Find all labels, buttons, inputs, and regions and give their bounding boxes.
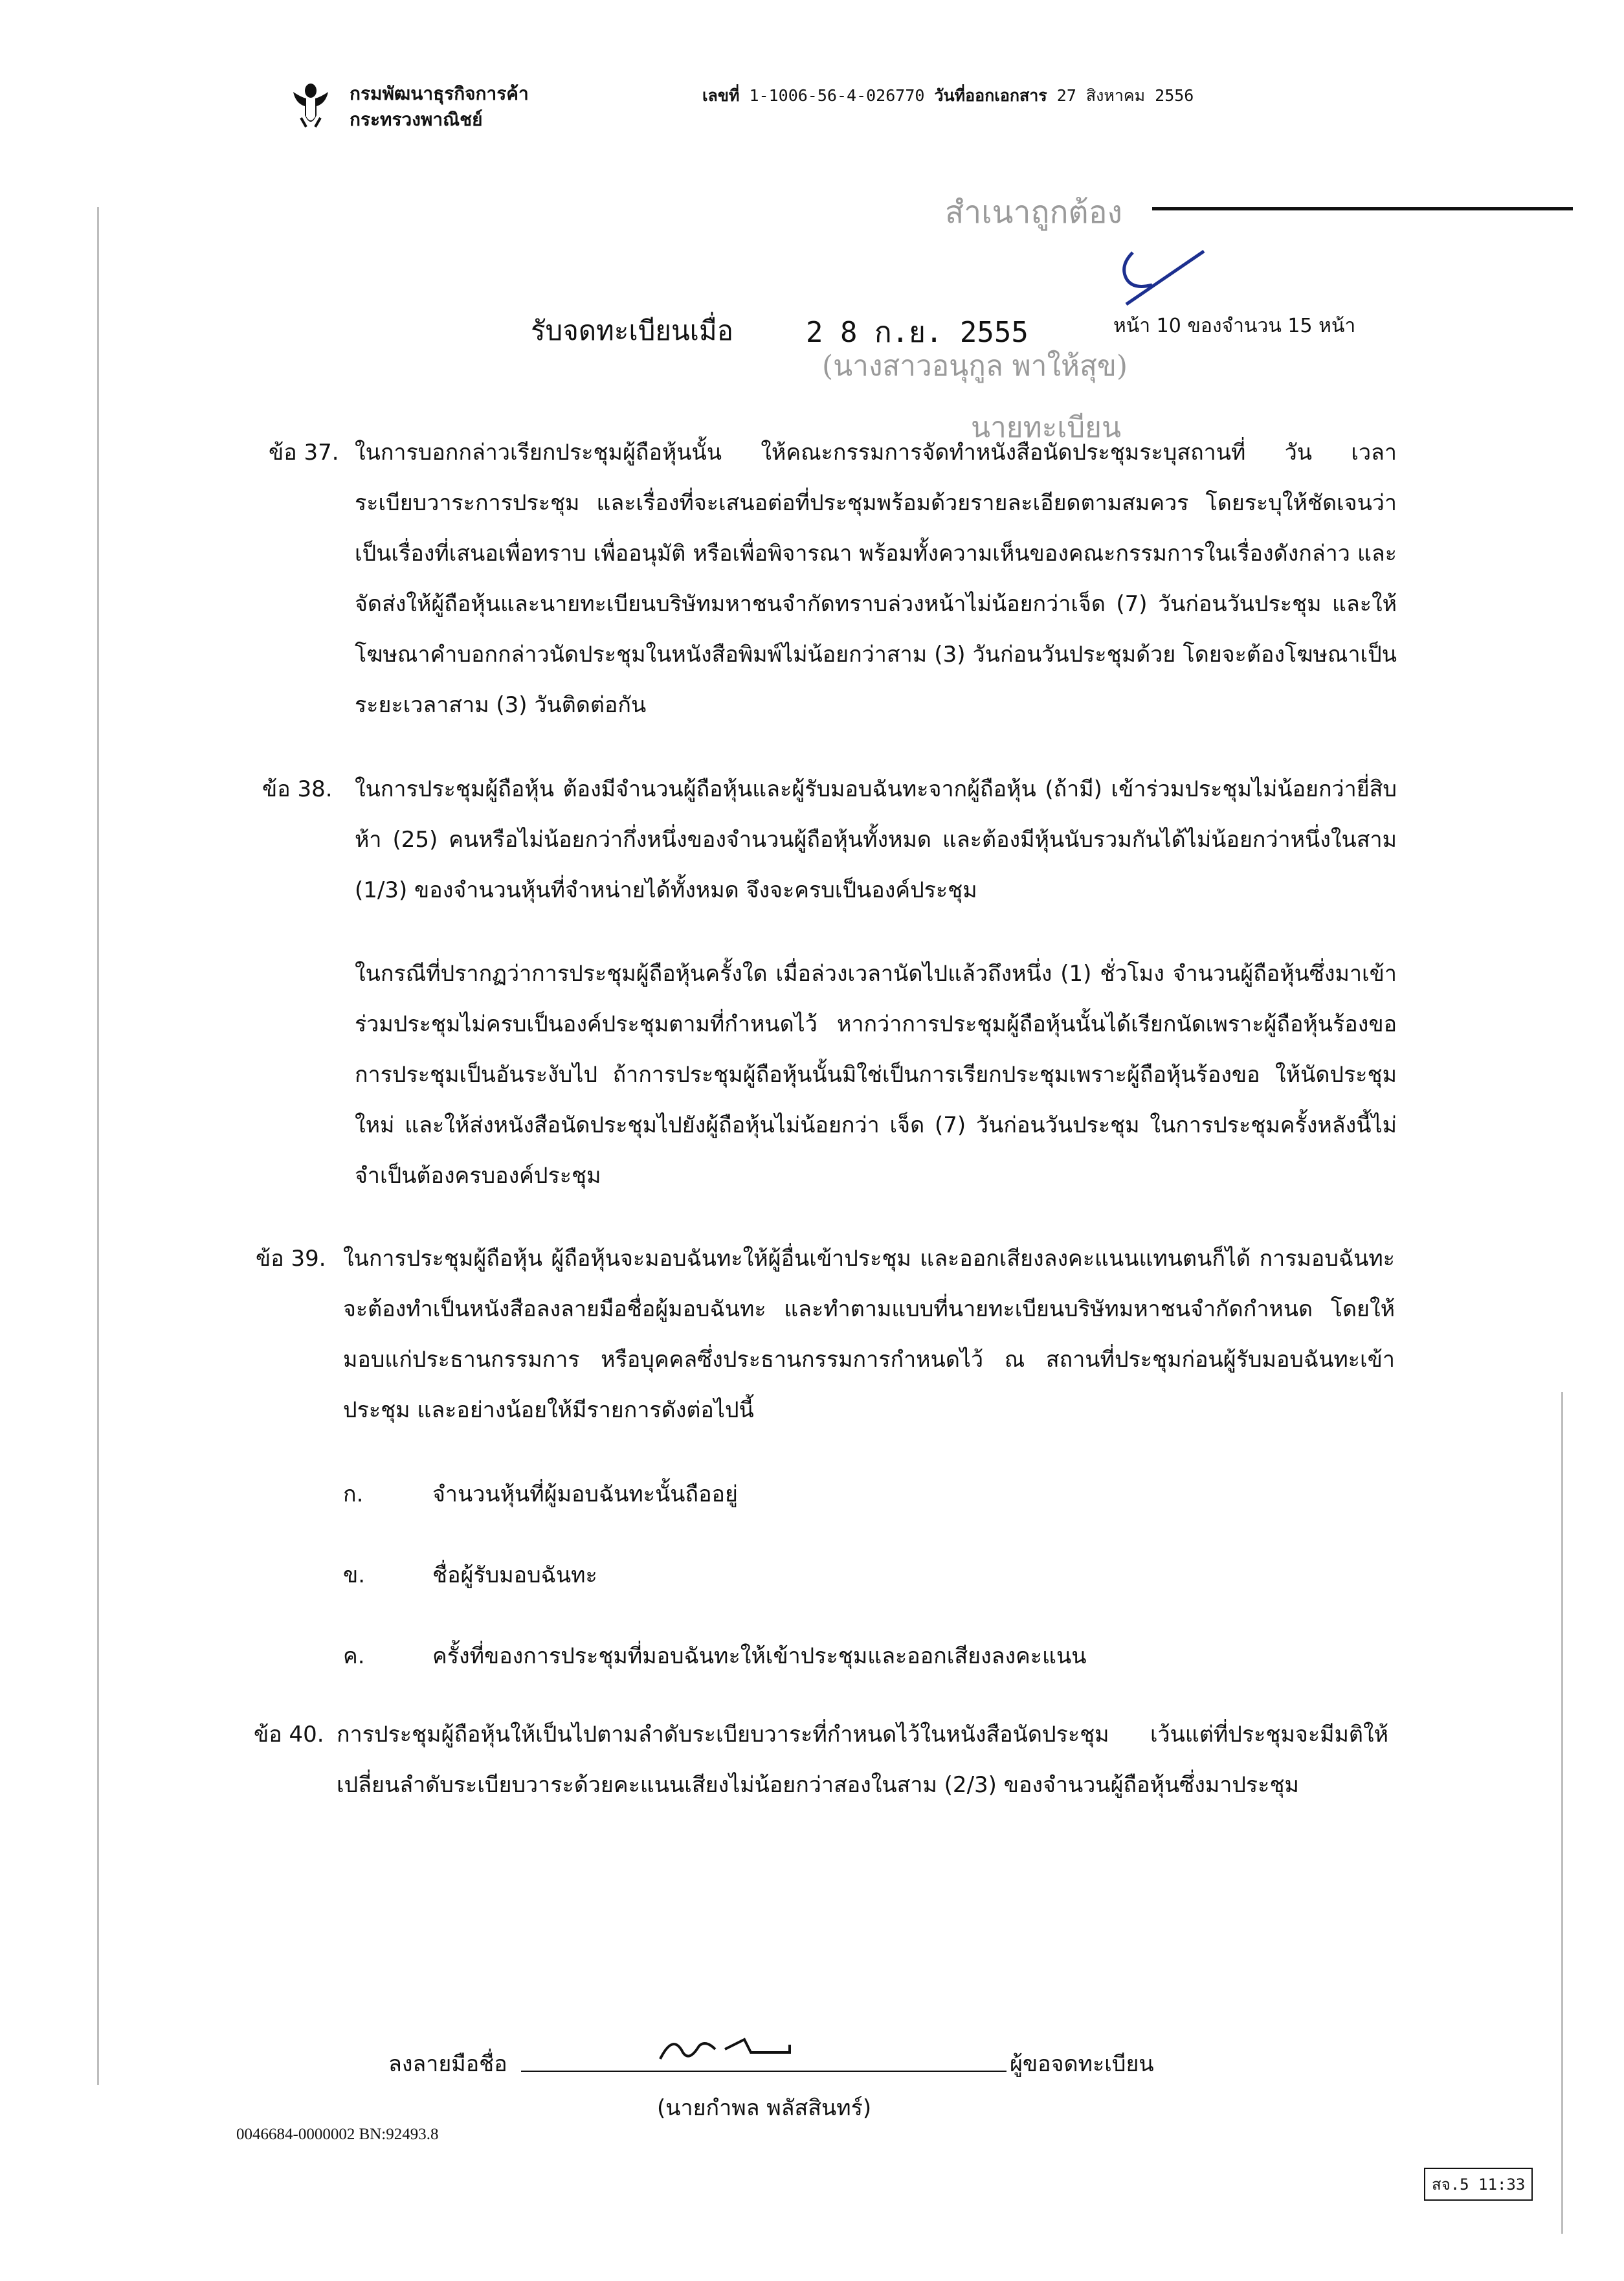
registrar-signature-mark <box>1107 240 1210 317</box>
registrar-name: (นางสาวอนุกูล พาให้สุข) <box>822 350 1128 383</box>
clause-37-text: ในการบอกกล่าวเรียกประชุมผู้ถือหุ้นนั้น ให้คณะกรรมการจัดทำหนังสือนัดประชุมระบุสถานที่ วัน เวลา ระเบียบวาระการประชุม และเรื่องที่จะเสนอต่อที่ประชุมพร้อมด้วยรายละเอียดตามสมควร โดยระบุให้ชัดเจนว่าเป็นเรื่องที่เสนอเพื่อทราบ เพื่ออนุมัติ หรือเพื่อพิจารณา พร้อมทั้งความเห็นของคณะกรรมการในเรื่องดังกล่าว และจัดส่งให้ผู้ถือหุ้นและนายทะเบียนบริษัทมหาชนจำกัดทราบล่วงหน้าไม่น้อยกว่าเจ็ด (7) วันก่อนวันประชุม และให้โฆษณาคำบอกกล่าวนัดประชุมในหนังสือพิมพ์ไม่น้อยกว่าสาม (3) วันก่อนวันประชุมด้วย โดยจะต้องโฆษณาเป็นระยะเวลาสาม (3) วันติดต่อกัน <box>355 440 1397 718</box>
clause-39-item-letter: ข. <box>343 1562 366 1588</box>
document-number-line <box>702 83 1194 109</box>
clause-39-number: ข้อ 39. <box>256 1246 326 1272</box>
clause-40-text: การประชุมผู้ถือหุ้นให้เป็นไปตามลำดับระเบียบวาระที่กำหนดไว้ในหนังสือนัดประชุม เว้นแต่ที่ประชุมจะมีมติให้เปลี่ยนลำดับระเบียบวาระด้วยคะแนนเสียงไม่น้อยกว่าสองในสาม (2/3) ของจำนวนผู้ถือหุ้นซึ่งมาประชุม <box>337 1722 1388 1798</box>
garuda-emblem <box>288 78 333 129</box>
signer-name: (นายกำพล พลัสสินทร์) <box>657 2095 872 2121</box>
certified-copy-stamp: สำเนาถูกต้อง <box>945 194 1122 230</box>
clause-40-number: ข้อ 40. <box>254 1722 324 1747</box>
doc-number: 1-1006-56-4-026770 <box>749 86 925 105</box>
department-line-1: กรมพัฒนาธุรกิจการค้า <box>350 83 529 104</box>
page-info: หน้า 10 ของจำนวน 15 หน้า <box>1113 315 1356 337</box>
registration-stamp-date: 2 8 ก.ย. 2555 <box>806 316 1029 349</box>
clause-39-item-text: จำนวนหุ้นที่ผู้มอบฉันทะนั้นถืออยู่ <box>432 1481 738 1507</box>
issued-date: 27 สิงหาคม 2556 <box>1056 86 1194 105</box>
form-code-box: สจ.5 11:33 <box>1424 2168 1533 2201</box>
clause-38-paragraph-2: ในกรณีที่ปรากฏว่าการประชุมผู้ถือหุ้นครั้งใด เมื่อล่วงเวลานัดไปแล้วถึงหนึ่ง (1) ชั่วโมง จำนวนผู้ถือหุ้นซึ่งมาเข้าร่วมประชุมไม่ครบเป็นองค์ประชุมตามที่กำหนดไว้ หากว่าการประชุมผู้ถือหุ้นนั้นได้เรียกนัดเพราะผู้ถือหุ้นร้องขอ การประชุมเป็นอันระงับไป ถ้าการประชุมผู้ถือหุ้นนั้นมิใช่เป็นการเรียกประชุมเพราะผู้ถือหุ้นร้องขอ ให้นัดประชุมใหม่ และให้ส่งหนังสือนัดประชุมไปยังผู้ถือหุ้นไม่น้อยกว่า เจ็ด (7) วันก่อนวันประชุม ในการประชุมครั้งหลังนี้ไม่จำเป็นต้องครบองค์ประชุม <box>355 961 1397 1189</box>
department-line-2: กระทรวงพาณิชย์ <box>350 109 483 130</box>
registrar-title: นายทะเบียน <box>971 411 1122 444</box>
footer-ref-code: 0046684-0000002 BN:92493.8 <box>236 2126 439 2143</box>
clause-38-number: ข้อ 38. <box>262 776 333 802</box>
sign-label: ลงลายมือชื่อ <box>388 2051 507 2077</box>
garuda-emblem-icon <box>288 78 333 129</box>
scan-margin-line-right <box>1561 1392 1563 2234</box>
scan-margin-line-left <box>97 207 99 2085</box>
stamp-rule <box>1152 207 1573 210</box>
clause-39-item-letter: ก. <box>343 1481 364 1507</box>
registrar-signature <box>1107 240 1210 317</box>
applicant-signature <box>654 2027 803 2072</box>
clause-39-item-letter: ค. <box>343 1643 365 1669</box>
applicant-signature-mark <box>654 2027 803 2072</box>
issued-label: วันที่ออกเอกสาร <box>934 86 1047 105</box>
clause-39-item-text: ครั้งที่ของการประชุมที่มอบฉันทะให้เข้าประชุมและออกเสียงลงคะแนน <box>432 1643 1087 1669</box>
clause-38-text: ในการประชุมผู้ถือหุ้น ต้องมีจำนวนผู้ถือหุ้นและผู้รับมอบฉันทะจากผู้ถือหุ้น (ถ้ามี) เข้าร่วมประชุมไม่น้อยกว่ายี่สิบห้า (25) คนหรือไม่น้อยกว่ากึ่งหนึ่งของจำนวนผู้ถือหุ้นทั้งหมด และต้องมีหุ้นนับรวมกันได้ไม่น้อยกว่าหนึ่งในสาม (1/3) ของจำนวนหุ้นที่จำหน่ายได้ทั้งหมด จึงจะครบเป็นองค์ประชุม <box>355 776 1397 903</box>
doc-number-label: เลขที่ <box>702 86 740 105</box>
clause-39-item-text: ชื่อผู้รับมอบฉันทะ <box>432 1562 597 1588</box>
clause-39-text: ในการประชุมผู้ถือหุ้น ผู้ถือหุ้นจะมอบฉันทะให้ผู้อื่นเข้าประชุม และออกเสียงลงคะแนนแทนตนก็ได้ การมอบฉันทะจะต้องทำเป็นหนังสือลงลายมือชื่อผู้มอบฉันทะ และทำตามแบบที่นายทะเบียนบริษัทมหาชนจำกัดกำหนด โดยให้มอบแก่ประธานกรรมการ หรือบุคคลซึ่งประธานกรรมการกำหนดไว้ ณ สถานที่ประชุมก่อนผู้รับมอบฉันทะเข้าประชุม และอย่างน้อยให้มีรายการดังต่อไปนี้ <box>343 1246 1395 1423</box>
applicant-role: ผู้ขอจดทะเบียน <box>1010 2051 1154 2077</box>
clause-37-number: ข้อ 37. <box>269 440 339 466</box>
registration-label: รับจดทะเบียนเมื่อ <box>531 315 733 346</box>
department-name <box>350 81 529 133</box>
